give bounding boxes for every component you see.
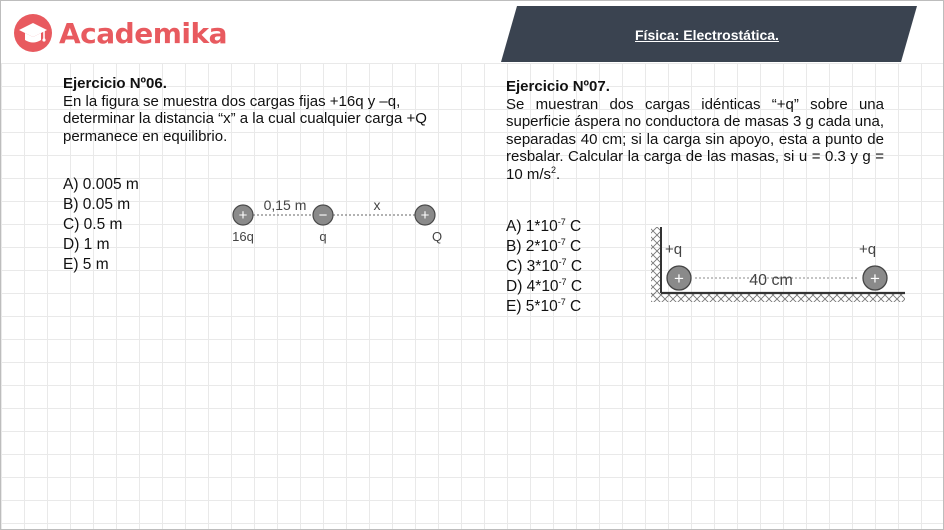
label-16q: 16q	[232, 229, 254, 244]
charge-label-right: +q	[859, 241, 877, 258]
exercise-06-figure	[229, 196, 454, 246]
exercise-07-figure	[649, 227, 909, 305]
charge-16q	[233, 205, 253, 225]
label-Q: Q	[431, 229, 443, 244]
option-c: C) 0.5 m	[63, 216, 123, 233]
exercise-07: Ejercicio Nº07. Se muestran dos cargas idénticas “+q” sobre una superficie áspera no conductora de masas 3 g cada una, separadas 40 cm; si la carga sin apoyo, esta a punto de resbalar. Calcular la carga de las masas, si u = 0.3 y g = 10 $m/s^2$.	[506, 78, 884, 183]
svg-text:+: +	[870, 269, 880, 288]
svg-text:+: +	[420, 207, 430, 224]
wall-hatch	[651, 227, 661, 295]
floor-hatch	[651, 293, 905, 302]
option-e: E) $5*10^{-7}$ C	[506, 297, 582, 315]
exercise-07-options	[506, 217, 582, 317]
svg-text:+: +	[238, 207, 248, 224]
option-d: D) 1 m	[63, 236, 110, 253]
exercise-06-options	[63, 175, 139, 275]
option-a: A) 0.005 m	[63, 176, 139, 193]
distance-label: 0,15 m	[263, 197, 307, 213]
charge-right	[863, 266, 887, 290]
option-a: A) $1*10^{-7}$ C	[506, 217, 582, 235]
exercise-07-title: Ejercicio Nº07.	[506, 78, 610, 95]
exercise-06-title: Ejercicio Nº06.	[63, 75, 167, 92]
option-b: B) $2*10^{-7}$ C	[506, 237, 582, 255]
brand-name: Academika	[59, 16, 227, 50]
label-q: q	[319, 229, 327, 244]
charge-label-left: +q	[665, 241, 683, 258]
option-b: B) 0.05 m	[63, 196, 131, 213]
option-c: C) $3*10^{-7}$ C	[506, 257, 583, 275]
exercise-06-statement: En la figura se muestra dos cargas fijas +16q y –q, determinar la distancia “x” a la cual cualquier carga +Q permanece en equilibrio.	[63, 92, 427, 145]
exponent: 2	[551, 164, 557, 175]
graduation-cap-icon	[13, 13, 53, 53]
distance-label: 40 cm	[749, 272, 793, 289]
svg-text:−: −	[318, 207, 328, 224]
option-d: D) $4*10^{-7}$ C	[506, 277, 583, 295]
exercise-06	[63, 75, 447, 145]
logo	[13, 13, 227, 53]
x-label: x	[373, 197, 381, 213]
charge-Q	[415, 205, 435, 225]
charge-q	[313, 205, 333, 225]
exercise-07-statement: Se muestran dos cargas idénticas “+q” sobre una superficie áspera no conductora de masas 3 g cada una, separadas 40 cm; si la carga sin apoyo, esta a punto de resbalar. Calcular la carga de las masas, si u = 0.3 y g = 10 m/s	[506, 95, 884, 183]
option-e: E) 5 m	[63, 256, 109, 273]
svg-text:+: +	[674, 269, 684, 288]
charge-left	[667, 266, 691, 290]
topic-title: Física: Electrostática.	[635, 27, 779, 43]
